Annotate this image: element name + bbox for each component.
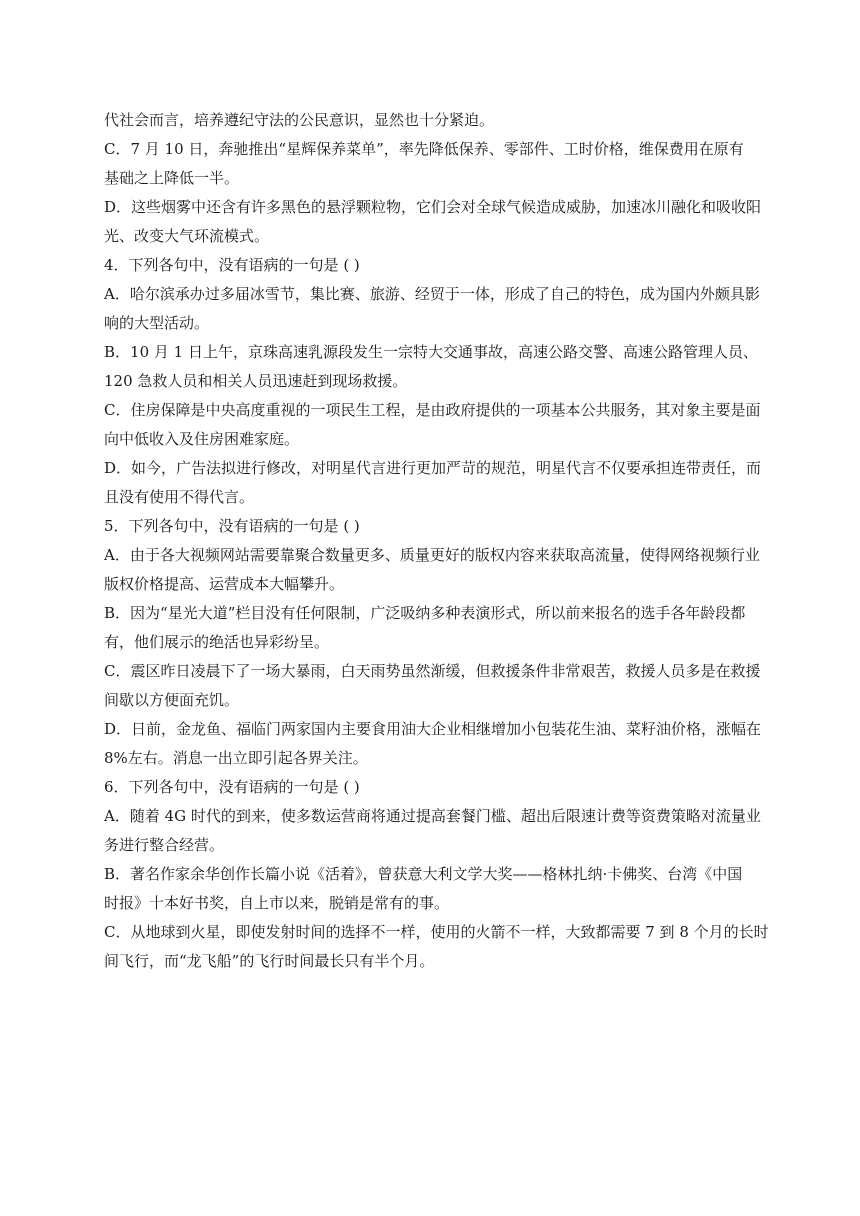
text-line: 基础之上降低一半。	[104, 169, 240, 187]
text-line: 版权价格提高、运营成本大幅攀升。	[104, 575, 345, 593]
text-line: 务进行整合经营。	[104, 836, 225, 854]
text-line: 代社会而言，培养遵纪守法的公民意识，显然也十分紧迫。	[104, 111, 495, 129]
text-line: 向中低收入及住房困难家庭。	[104, 430, 300, 448]
text-line: 间歇以方便面充饥。	[104, 691, 240, 709]
text-line: 间飞行，而“龙飞船”的飞行时间最长只有半个月。	[104, 952, 435, 970]
option-line: C．震区昨日凌晨下了一场大暴雨，白天雨势虽然渐缓，但救援条件非常艰苦，救援人员多是在救援	[104, 662, 761, 680]
option-line: A．由于各大视频网站需要靠聚合数量更多、质量更好的版权内容来获取高流量，使得网络视频行业	[104, 546, 760, 564]
option-line: C．从地球到火星，即使发射时间的选择不一样，使用的火箭不一样，大致都需要 7 到 8 个月的长时	[104, 923, 769, 941]
question-line: 4．下列各句中，没有语病的一句是 ( )	[104, 256, 360, 274]
option-line: A．哈尔滨承办过多届冰雪节，集比赛、旅游、经贸于一体，形成了自己的特色，成为国内外颇具影	[104, 285, 760, 303]
question-line: 6．下列各句中，没有语病的一句是 ( )	[104, 778, 360, 796]
option-line: C．7 月 10 日，奔驰推出“星辉保养菜单”，率先降低保养、零部件、工时价格，维保费用在原有	[104, 140, 744, 158]
text-line: 光、改变大气环流模式。	[104, 227, 270, 245]
text-line: 时报》十本好书奖，自上市以来，脱销是常有的事。	[104, 894, 450, 912]
option-line: A．随着 4G 时代的到来，使多数运营商将通过提高套餐门槛、超出后限速计费等资费策略对流量业	[104, 807, 761, 825]
text-line: 有，他们展示的绝活也异彩纷呈。	[104, 633, 330, 651]
option-line: D．如今，广告法拟进行修改，对明星代言进行更加严苛的规范，明星代言不仅要承担连带责任，而	[104, 459, 762, 477]
document-body	[104, 106, 768, 976]
option-line: D．日前，金龙鱼、福临门两家国内主要食用油大企业相继增加小包装花生油、菜籽油价格，涨幅在	[104, 720, 762, 738]
option-line: B．著名作家余华创作长篇小说《活着》，曾获意大利文学大奖——格林扎纳·卡佛奖、台湾《中国	[104, 865, 743, 883]
option-line: D．这些烟雾中还含有许多黑色的悬浮颗粒物，它们会对全球气候造成威胁，加速冰川融化和吸收阳	[104, 198, 762, 216]
option-line: C．住房保障是中央高度重视的一项民生工程，是由政府提供的一项基本公共服务，其对象主要是面	[104, 401, 761, 419]
question-line: 5．下列各句中，没有语病的一句是 ( )	[104, 517, 360, 535]
option-line: B．因为“星光大道”栏目没有任何限制，广泛吸纳多种表演形式，所以前来报名的选手各年龄段都	[104, 604, 746, 622]
text-line: 且没有使用不得代言。	[104, 488, 255, 506]
text-line: 响的大型活动。	[104, 314, 210, 332]
text-line: 8%左右。消息一出立即引起各界关注。	[104, 749, 368, 767]
option-line: B．10 月 1 日上午，京珠高速乳源段发生一宗特大交通事故，高速公路交警、高速公路管理人员、	[104, 343, 758, 361]
text-line: 120 急救人员和相关人员迅速赶到现场救援。	[104, 372, 408, 390]
